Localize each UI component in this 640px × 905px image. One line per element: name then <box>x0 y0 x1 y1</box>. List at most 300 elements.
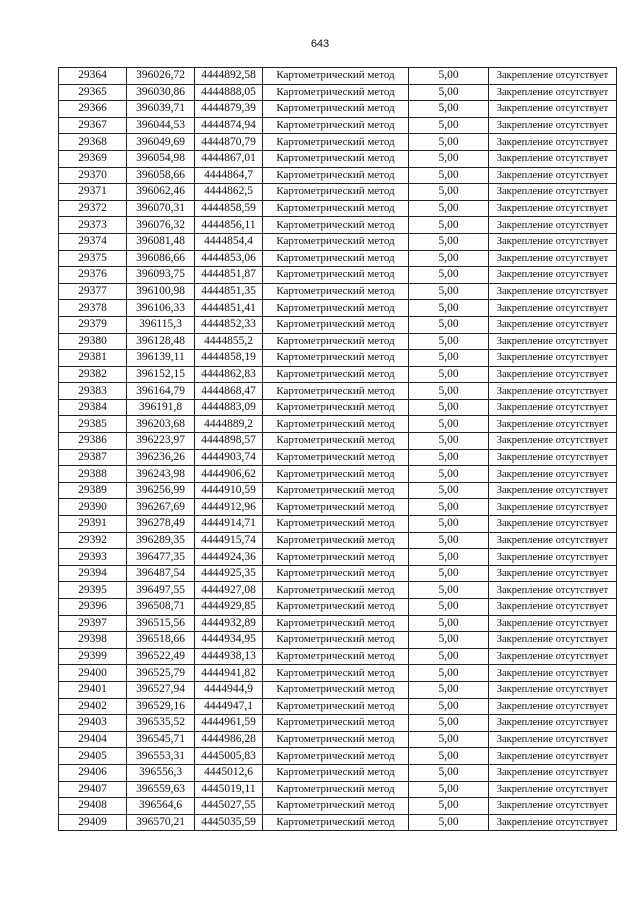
method-cell: Картометрический метод <box>263 316 409 333</box>
y-coordinate-cell: 4445012,6 <box>195 764 263 781</box>
y-coordinate-cell: 4444938,13 <box>195 648 263 665</box>
table-row <box>59 798 617 815</box>
y-coordinate-cell: 4444914,71 <box>195 516 263 533</box>
point-number-cell: 29409 <box>59 814 127 831</box>
accuracy-cell: 5,00 <box>409 217 489 234</box>
fixation-cell: Закрепление отсутствует <box>489 449 617 466</box>
accuracy-cell: 5,00 <box>409 101 489 118</box>
point-number-cell: 29397 <box>59 615 127 632</box>
y-coordinate-cell: 4444986,28 <box>195 731 263 748</box>
point-number-cell: 29387 <box>59 449 127 466</box>
accuracy-cell: 5,00 <box>409 250 489 267</box>
x-coordinate-cell: 396062,46 <box>127 184 195 201</box>
table-row <box>59 150 617 167</box>
y-coordinate-cell: 4444856,11 <box>195 217 263 234</box>
y-coordinate-cell: 4444910,59 <box>195 482 263 499</box>
x-coordinate-cell: 396115,3 <box>127 316 195 333</box>
y-coordinate-cell: 4444903,74 <box>195 449 263 466</box>
y-coordinate-cell: 4444851,87 <box>195 267 263 284</box>
table-row <box>59 698 617 715</box>
y-coordinate-cell: 4444889,2 <box>195 416 263 433</box>
point-number-cell: 29386 <box>59 433 127 450</box>
accuracy-cell: 5,00 <box>409 715 489 732</box>
table-row <box>59 134 617 151</box>
method-cell: Картометрический метод <box>263 217 409 234</box>
method-cell: Картометрический метод <box>263 300 409 317</box>
accuracy-cell: 5,00 <box>409 781 489 798</box>
accuracy-cell: 5,00 <box>409 200 489 217</box>
accuracy-cell: 5,00 <box>409 698 489 715</box>
point-number-cell: 29405 <box>59 748 127 765</box>
method-cell: Картометрический метод <box>263 764 409 781</box>
y-coordinate-cell: 4444858,59 <box>195 200 263 217</box>
accuracy-cell: 5,00 <box>409 798 489 815</box>
fixation-cell: Закрепление отсутствует <box>489 366 617 383</box>
method-cell: Картометрический метод <box>263 665 409 682</box>
x-coordinate-cell: 396030,86 <box>127 84 195 101</box>
table-row <box>59 665 617 682</box>
table-row <box>59 565 617 582</box>
y-coordinate-cell: 4444934,95 <box>195 632 263 649</box>
point-number-cell: 29364 <box>59 68 127 85</box>
accuracy-cell: 5,00 <box>409 416 489 433</box>
table-row <box>59 233 617 250</box>
table-row <box>59 532 617 549</box>
fixation-cell: Закрепление отсутствует <box>489 781 617 798</box>
table-row <box>59 482 617 499</box>
method-cell: Картометрический метод <box>263 267 409 284</box>
point-number-cell: 29408 <box>59 798 127 815</box>
x-coordinate-cell: 396559,63 <box>127 781 195 798</box>
x-coordinate-cell: 396076,32 <box>127 217 195 234</box>
y-coordinate-cell: 4444961,59 <box>195 715 263 732</box>
point-number-cell: 29407 <box>59 781 127 798</box>
y-coordinate-cell: 4444892,58 <box>195 68 263 85</box>
table-row <box>59 466 617 483</box>
y-coordinate-cell: 4444947,1 <box>195 698 263 715</box>
x-coordinate-cell: 396236,26 <box>127 449 195 466</box>
x-coordinate-cell: 396086,66 <box>127 250 195 267</box>
table-row <box>59 416 617 433</box>
method-cell: Картометрический метод <box>263 167 409 184</box>
point-number-cell: 29367 <box>59 117 127 134</box>
table-row <box>59 781 617 798</box>
accuracy-cell: 5,00 <box>409 333 489 350</box>
accuracy-cell: 5,00 <box>409 532 489 549</box>
y-coordinate-cell: 4444862,83 <box>195 366 263 383</box>
accuracy-cell: 5,00 <box>409 731 489 748</box>
method-cell: Картометрический метод <box>263 449 409 466</box>
y-coordinate-cell: 4444915,74 <box>195 532 263 549</box>
method-cell: Картометрический метод <box>263 433 409 450</box>
y-coordinate-cell: 4444925,35 <box>195 565 263 582</box>
point-number-cell: 29389 <box>59 482 127 499</box>
accuracy-cell: 5,00 <box>409 68 489 85</box>
fixation-cell: Закрепление отсутствует <box>489 150 617 167</box>
accuracy-cell: 5,00 <box>409 117 489 134</box>
x-coordinate-cell: 396026,72 <box>127 68 195 85</box>
fixation-cell: Закрепление отсутствует <box>489 383 617 400</box>
x-coordinate-cell: 396527,94 <box>127 681 195 698</box>
table-row <box>59 731 617 748</box>
y-coordinate-cell: 4445005,83 <box>195 748 263 765</box>
point-number-cell: 29378 <box>59 300 127 317</box>
point-number-cell: 29390 <box>59 499 127 516</box>
table-row <box>59 350 617 367</box>
x-coordinate-cell: 396164,79 <box>127 383 195 400</box>
y-coordinate-cell: 4444868,47 <box>195 383 263 400</box>
fixation-cell: Закрепление отсутствует <box>489 101 617 118</box>
y-coordinate-cell: 4444853,06 <box>195 250 263 267</box>
y-coordinate-cell: 4444932,89 <box>195 615 263 632</box>
method-cell: Картометрический метод <box>263 250 409 267</box>
table-row <box>59 814 617 831</box>
point-number-cell: 29403 <box>59 715 127 732</box>
fixation-cell: Закрепление отсутствует <box>489 698 617 715</box>
y-coordinate-cell: 4445035,59 <box>195 814 263 831</box>
x-coordinate-cell: 396093,75 <box>127 267 195 284</box>
x-coordinate-cell: 396044,53 <box>127 117 195 134</box>
y-coordinate-cell: 4444927,08 <box>195 582 263 599</box>
point-number-cell: 29369 <box>59 150 127 167</box>
y-coordinate-cell: 4444855,2 <box>195 333 263 350</box>
accuracy-cell: 5,00 <box>409 814 489 831</box>
accuracy-cell: 5,00 <box>409 466 489 483</box>
method-cell: Картометрический метод <box>263 350 409 367</box>
fixation-cell: Закрепление отсутствует <box>489 615 617 632</box>
fixation-cell: Закрепление отсутствует <box>489 532 617 549</box>
x-coordinate-cell: 396477,35 <box>127 549 195 566</box>
table-row <box>59 250 617 267</box>
method-cell: Картометрический метод <box>263 748 409 765</box>
fixation-cell: Закрепление отсутствует <box>489 764 617 781</box>
accuracy-cell: 5,00 <box>409 748 489 765</box>
table-row <box>59 599 617 616</box>
point-number-cell: 29370 <box>59 167 127 184</box>
table-row <box>59 184 617 201</box>
fixation-cell: Закрепление отсутствует <box>489 333 617 350</box>
method-cell: Картометрический метод <box>263 632 409 649</box>
fixation-cell: Закрепление отсутствует <box>489 499 617 516</box>
point-number-cell: 29373 <box>59 217 127 234</box>
method-cell: Картометрический метод <box>263 715 409 732</box>
x-coordinate-cell: 396497,55 <box>127 582 195 599</box>
x-coordinate-cell: 396545,71 <box>127 731 195 748</box>
table-row <box>59 715 617 732</box>
table-row <box>59 200 617 217</box>
table-row <box>59 283 617 300</box>
point-number-cell: 29385 <box>59 416 127 433</box>
fixation-cell: Закрепление отсутствует <box>489 68 617 85</box>
method-cell: Картометрический метод <box>263 117 409 134</box>
accuracy-cell: 5,00 <box>409 582 489 599</box>
x-coordinate-cell: 396223,97 <box>127 433 195 450</box>
y-coordinate-cell: 4444867,01 <box>195 150 263 167</box>
accuracy-cell: 5,00 <box>409 549 489 566</box>
table-row <box>59 748 617 765</box>
x-coordinate-cell: 396243,98 <box>127 466 195 483</box>
y-coordinate-cell: 4444851,35 <box>195 283 263 300</box>
accuracy-cell: 5,00 <box>409 184 489 201</box>
table-row <box>59 68 617 85</box>
table-row <box>59 615 617 632</box>
x-coordinate-cell: 396518,66 <box>127 632 195 649</box>
x-coordinate-cell: 396570,21 <box>127 814 195 831</box>
y-coordinate-cell: 4444906,62 <box>195 466 263 483</box>
table-row <box>59 516 617 533</box>
x-coordinate-cell: 396289,35 <box>127 532 195 549</box>
x-coordinate-cell: 396515,56 <box>127 615 195 632</box>
x-coordinate-cell: 396267,69 <box>127 499 195 516</box>
method-cell: Картометрический метод <box>263 648 409 665</box>
method-cell: Картометрический метод <box>263 814 409 831</box>
x-coordinate-cell: 396203,68 <box>127 416 195 433</box>
point-number-cell: 29391 <box>59 516 127 533</box>
fixation-cell: Закрепление отсутствует <box>489 715 617 732</box>
method-cell: Картометрический метод <box>263 416 409 433</box>
method-cell: Картометрический метод <box>263 150 409 167</box>
accuracy-cell: 5,00 <box>409 316 489 333</box>
y-coordinate-cell: 4445027,55 <box>195 798 263 815</box>
fixation-cell: Закрепление отсутствует <box>489 516 617 533</box>
method-cell: Картометрический метод <box>263 84 409 101</box>
x-coordinate-cell: 396278,49 <box>127 516 195 533</box>
fixation-cell: Закрепление отсутствует <box>489 316 617 333</box>
y-coordinate-cell: 4444883,09 <box>195 399 263 416</box>
point-number-cell: 29366 <box>59 101 127 118</box>
y-coordinate-cell: 4444912,96 <box>195 499 263 516</box>
point-number-cell: 29383 <box>59 383 127 400</box>
point-number-cell: 29380 <box>59 333 127 350</box>
fixation-cell: Закрепление отсутствует <box>489 84 617 101</box>
point-number-cell: 29368 <box>59 134 127 151</box>
point-number-cell: 29404 <box>59 731 127 748</box>
x-coordinate-cell: 396256,99 <box>127 482 195 499</box>
fixation-cell: Закрепление отсутствует <box>489 648 617 665</box>
table-row <box>59 399 617 416</box>
table-row <box>59 549 617 566</box>
accuracy-cell: 5,00 <box>409 167 489 184</box>
table-row <box>59 167 617 184</box>
fixation-cell: Закрепление отсутствует <box>489 167 617 184</box>
y-coordinate-cell: 4444941,82 <box>195 665 263 682</box>
fixation-cell: Закрепление отсутствует <box>489 798 617 815</box>
y-coordinate-cell: 4444854,4 <box>195 233 263 250</box>
point-number-cell: 29398 <box>59 632 127 649</box>
coordinates-table <box>58 67 617 831</box>
accuracy-cell: 5,00 <box>409 632 489 649</box>
fixation-cell: Закрепление отсутствует <box>489 466 617 483</box>
point-number-cell: 29384 <box>59 399 127 416</box>
fixation-cell: Закрепление отсутствует <box>489 582 617 599</box>
y-coordinate-cell: 4444879,39 <box>195 101 263 118</box>
point-number-cell: 29375 <box>59 250 127 267</box>
fixation-cell: Закрепление отсутствует <box>489 632 617 649</box>
x-coordinate-cell: 396487,54 <box>127 565 195 582</box>
y-coordinate-cell: 4444864,7 <box>195 167 263 184</box>
fixation-cell: Закрепление отсутствует <box>489 283 617 300</box>
point-number-cell: 29399 <box>59 648 127 665</box>
table-row <box>59 764 617 781</box>
x-coordinate-cell: 396106,33 <box>127 300 195 317</box>
x-coordinate-cell: 396081,48 <box>127 233 195 250</box>
table-row <box>59 681 617 698</box>
method-cell: Картометрический метод <box>263 549 409 566</box>
table-row <box>59 101 617 118</box>
point-number-cell: 29396 <box>59 599 127 616</box>
x-coordinate-cell: 396139,11 <box>127 350 195 367</box>
accuracy-cell: 5,00 <box>409 267 489 284</box>
y-coordinate-cell: 4444929,85 <box>195 599 263 616</box>
x-coordinate-cell: 396564,6 <box>127 798 195 815</box>
fixation-cell: Закрепление отсутствует <box>489 665 617 682</box>
table-row <box>59 632 617 649</box>
method-cell: Картометрический метод <box>263 781 409 798</box>
accuracy-cell: 5,00 <box>409 648 489 665</box>
point-number-cell: 29388 <box>59 466 127 483</box>
method-cell: Картометрический метод <box>263 233 409 250</box>
y-coordinate-cell: 4444924,36 <box>195 549 263 566</box>
accuracy-cell: 5,00 <box>409 350 489 367</box>
point-number-cell: 29400 <box>59 665 127 682</box>
fixation-cell: Закрепление отсутствует <box>489 399 617 416</box>
point-number-cell: 29406 <box>59 764 127 781</box>
method-cell: Картометрический метод <box>263 681 409 698</box>
table-row <box>59 217 617 234</box>
point-number-cell: 29392 <box>59 532 127 549</box>
fixation-cell: Закрепление отсутствует <box>489 482 617 499</box>
table-row <box>59 648 617 665</box>
x-coordinate-cell: 396535,52 <box>127 715 195 732</box>
accuracy-cell: 5,00 <box>409 399 489 416</box>
accuracy-cell: 5,00 <box>409 482 489 499</box>
method-cell: Картометрический метод <box>263 516 409 533</box>
method-cell: Картометрический метод <box>263 68 409 85</box>
accuracy-cell: 5,00 <box>409 599 489 616</box>
point-number-cell: 29394 <box>59 565 127 582</box>
fixation-cell: Закрепление отсутствует <box>489 267 617 284</box>
fixation-cell: Закрепление отсутствует <box>489 433 617 450</box>
method-cell: Картометрический метод <box>263 798 409 815</box>
x-coordinate-cell: 396039,71 <box>127 101 195 118</box>
x-coordinate-cell: 396070,31 <box>127 200 195 217</box>
fixation-cell: Закрепление отсутствует <box>489 350 617 367</box>
y-coordinate-cell: 4444874,94 <box>195 117 263 134</box>
x-coordinate-cell: 396529,16 <box>127 698 195 715</box>
table-row <box>59 316 617 333</box>
method-cell: Картометрический метод <box>263 101 409 118</box>
table-row <box>59 366 617 383</box>
method-cell: Картометрический метод <box>263 615 409 632</box>
method-cell: Картометрический метод <box>263 399 409 416</box>
fixation-cell: Закрепление отсутствует <box>489 117 617 134</box>
fixation-cell: Закрепление отсутствует <box>489 250 617 267</box>
x-coordinate-cell: 396191,8 <box>127 399 195 416</box>
method-cell: Картометрический метод <box>263 333 409 350</box>
accuracy-cell: 5,00 <box>409 283 489 300</box>
x-coordinate-cell: 396508,71 <box>127 599 195 616</box>
accuracy-cell: 5,00 <box>409 134 489 151</box>
point-number-cell: 29381 <box>59 350 127 367</box>
y-coordinate-cell: 4444858,19 <box>195 350 263 367</box>
x-coordinate-cell: 396128,48 <box>127 333 195 350</box>
accuracy-cell: 5,00 <box>409 665 489 682</box>
method-cell: Картометрический метод <box>263 184 409 201</box>
method-cell: Картометрический метод <box>263 532 409 549</box>
point-number-cell: 29379 <box>59 316 127 333</box>
y-coordinate-cell: 4444944,9 <box>195 681 263 698</box>
method-cell: Картометрический метод <box>263 565 409 582</box>
method-cell: Картометрический метод <box>263 200 409 217</box>
x-coordinate-cell: 396525,79 <box>127 665 195 682</box>
y-coordinate-cell: 4444852,33 <box>195 316 263 333</box>
point-number-cell: 29372 <box>59 200 127 217</box>
method-cell: Картометрический метод <box>263 499 409 516</box>
fixation-cell: Закрепление отсутствует <box>489 416 617 433</box>
y-coordinate-cell: 4444851,41 <box>195 300 263 317</box>
x-coordinate-cell: 396049,69 <box>127 134 195 151</box>
y-coordinate-cell: 4444862,5 <box>195 184 263 201</box>
accuracy-cell: 5,00 <box>409 233 489 250</box>
point-number-cell: 29374 <box>59 233 127 250</box>
x-coordinate-cell: 396522,49 <box>127 648 195 665</box>
accuracy-cell: 5,00 <box>409 499 489 516</box>
fixation-cell: Закрепление отсутствует <box>489 748 617 765</box>
point-number-cell: 29371 <box>59 184 127 201</box>
table-row <box>59 117 617 134</box>
y-coordinate-cell: 4444870,79 <box>195 134 263 151</box>
accuracy-cell: 5,00 <box>409 366 489 383</box>
coordinates-table-body <box>59 68 617 831</box>
method-cell: Картометрический метод <box>263 366 409 383</box>
accuracy-cell: 5,00 <box>409 150 489 167</box>
accuracy-cell: 5,00 <box>409 615 489 632</box>
accuracy-cell: 5,00 <box>409 565 489 582</box>
table-row <box>59 333 617 350</box>
accuracy-cell: 5,00 <box>409 516 489 533</box>
table-row <box>59 499 617 516</box>
fixation-cell: Закрепление отсутствует <box>489 599 617 616</box>
accuracy-cell: 5,00 <box>409 383 489 400</box>
fixation-cell: Закрепление отсутствует <box>489 300 617 317</box>
table-row <box>59 84 617 101</box>
table-row <box>59 300 617 317</box>
x-coordinate-cell: 396100,98 <box>127 283 195 300</box>
method-cell: Картометрический метод <box>263 582 409 599</box>
y-coordinate-cell: 4445019,11 <box>195 781 263 798</box>
accuracy-cell: 5,00 <box>409 681 489 698</box>
fixation-cell: Закрепление отсутствует <box>489 217 617 234</box>
x-coordinate-cell: 396054,98 <box>127 150 195 167</box>
x-coordinate-cell: 396152,15 <box>127 366 195 383</box>
point-number-cell: 29376 <box>59 267 127 284</box>
x-coordinate-cell: 396553,31 <box>127 748 195 765</box>
method-cell: Картометрический метод <box>263 731 409 748</box>
accuracy-cell: 5,00 <box>409 433 489 450</box>
method-cell: Картометрический метод <box>263 466 409 483</box>
point-number-cell: 29402 <box>59 698 127 715</box>
accuracy-cell: 5,00 <box>409 449 489 466</box>
fixation-cell: Закрепление отсутствует <box>489 731 617 748</box>
page-number: 643 <box>310 38 330 50</box>
method-cell: Картометрический метод <box>263 482 409 499</box>
point-number-cell: 29377 <box>59 283 127 300</box>
fixation-cell: Закрепление отсутствует <box>489 565 617 582</box>
accuracy-cell: 5,00 <box>409 300 489 317</box>
method-cell: Картометрический метод <box>263 599 409 616</box>
y-coordinate-cell: 4444888,05 <box>195 84 263 101</box>
method-cell: Картометрический метод <box>263 134 409 151</box>
